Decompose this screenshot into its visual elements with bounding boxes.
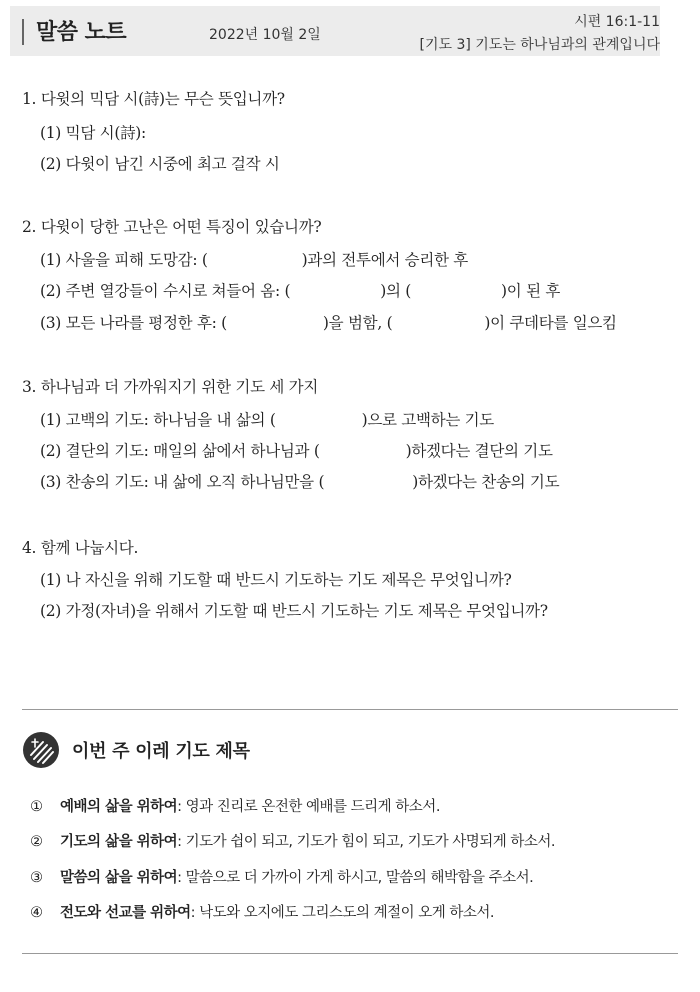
item-text: )으로 고백하는 기도 bbox=[361, 411, 494, 429]
header-divider bbox=[22, 19, 24, 45]
prayer-item bbox=[30, 866, 533, 887]
item-text: (2) 주변 열강들이 수시로 쳐들어 옴: ( bbox=[40, 282, 291, 300]
question-4-title: 4. 함께 나눕시다. bbox=[22, 539, 139, 557]
question-2-title: 2. 다윗이 당한 고난은 어떤 특징이 있습니까? bbox=[22, 218, 322, 236]
question-2-item-3 bbox=[40, 311, 617, 333]
item-text: (1) 나 자신을 위해 기도할 때 반드시 기도하는 기도 제목은 무엇입니까? bbox=[40, 571, 512, 589]
item-text: (2) 결단의 기도: 매일의 삶에서 하나님과 ( bbox=[40, 442, 320, 460]
item-text: (1) 사울을 피해 도망감: ( bbox=[40, 251, 208, 269]
prayer-item-heading: 예배의 삶을 위하여 bbox=[60, 799, 178, 815]
question-3-item-3 bbox=[40, 470, 559, 492]
section-divider-bottom bbox=[22, 953, 678, 954]
prayer-item-text: : 낙도와 오지에도 그리스도의 계절이 오게 하소서. bbox=[190, 905, 494, 921]
praying-hands-icon bbox=[22, 731, 60, 769]
sermon-topic: [기도 3] 기도는 하나님과의 관계입니다 bbox=[419, 37, 660, 53]
item-text: (1) 믹담 시(詩): bbox=[40, 124, 146, 142]
prayer-item-heading: 기도의 삶을 위하여 bbox=[60, 834, 178, 850]
prayer-item-number: ② bbox=[30, 834, 43, 850]
item-text: )이 쿠데타를 일으킴 bbox=[484, 314, 617, 332]
section-divider-top bbox=[22, 709, 678, 710]
question-3-title: 3. 하나님과 더 가까워지기 위한 기도 세 가지 bbox=[22, 378, 319, 396]
item-text: )이 된 후 bbox=[501, 282, 561, 300]
item-text: )의 ( bbox=[380, 282, 412, 300]
scripture-reference: 시편 16:1-11 bbox=[574, 14, 660, 30]
item-text: (1) 고백의 기도: 하나님을 내 삶의 ( bbox=[40, 411, 276, 429]
question-1-item-1 bbox=[40, 121, 146, 143]
item-text: )하겠다는 결단의 기도 bbox=[405, 442, 553, 460]
prayer-item-number: ① bbox=[30, 799, 43, 815]
header-banner bbox=[10, 6, 660, 56]
question-3-item-2 bbox=[40, 439, 553, 461]
prayer-item-text: : 기도가 쉽이 되고, 기도가 힘이 되고, 기도가 사명되게 하소서. bbox=[177, 834, 556, 850]
item-text: )하겠다는 찬송의 기도 bbox=[412, 473, 560, 491]
item-text: )과의 전투에서 승리한 후 bbox=[301, 251, 468, 269]
question-1-title: 1. 다윗의 믹담 시(詩)는 무슨 뜻입니까? bbox=[22, 90, 285, 108]
prayer-item-heading: 전도와 선교를 위하여 bbox=[60, 905, 191, 921]
item-text: (2) 다윗이 남긴 시중에 최고 걸작 시 bbox=[40, 155, 280, 173]
prayer-item-number: ③ bbox=[30, 870, 43, 886]
prayer-item bbox=[30, 795, 440, 816]
prayer-item-text: : 영과 진리로 온전한 예배를 드리게 하소서. bbox=[177, 799, 440, 815]
date-label: 2022년 10월 2일 bbox=[209, 27, 321, 43]
question-4-item-2 bbox=[40, 599, 548, 621]
page-title: 말씀 노트 bbox=[36, 20, 127, 45]
prayer-section-title: 이번 주 이레 기도 제목 bbox=[72, 741, 250, 762]
item-text: )을 범함, ( bbox=[322, 314, 393, 332]
item-text: (3) 모든 나라를 평정한 후: ( bbox=[40, 314, 227, 332]
item-text: (2) 가정(자녀)을 위해서 기도할 때 반드시 기도하는 기도 제목은 무엇입니까? bbox=[40, 602, 548, 620]
item-text: (3) 찬송의 기도: 내 삶에 오직 하나님만을 ( bbox=[40, 473, 325, 491]
question-1-item-2 bbox=[40, 152, 280, 174]
prayer-item-number: ④ bbox=[30, 905, 43, 921]
prayer-item-text: : 말씀으로 더 가까이 가게 하시고, 말씀의 해박함을 주소서. bbox=[177, 870, 534, 886]
prayer-item bbox=[30, 830, 555, 851]
question-4-item-1 bbox=[40, 568, 512, 590]
question-2-item-1 bbox=[40, 248, 468, 270]
prayer-item-heading: 말씀의 삶을 위하여 bbox=[60, 870, 178, 886]
question-3-item-1 bbox=[40, 408, 494, 430]
question-2-item-2 bbox=[40, 279, 560, 301]
prayer-item bbox=[30, 901, 494, 922]
